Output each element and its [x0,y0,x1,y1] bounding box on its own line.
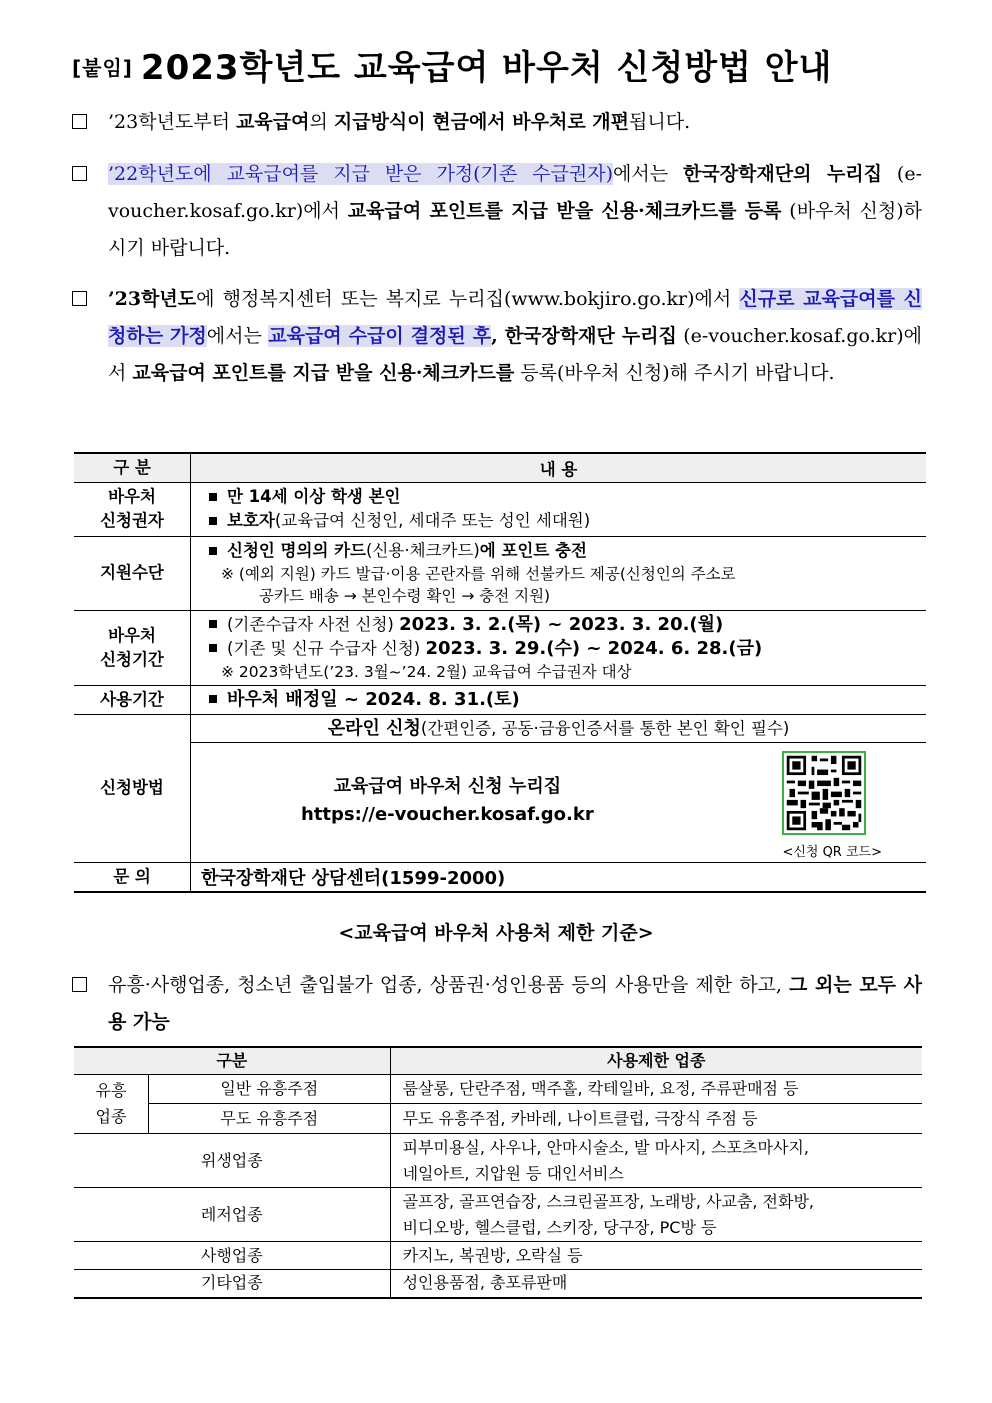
category-label: 기타업종 [74,1270,390,1298]
row-method-label: 신청방법 [74,714,191,862]
row-inquiry-label: 문 의 [74,862,191,892]
highlight-existing-recipients: ’22학년도에 교육급여를 지급 받은 가정(기존 수급권자) [108,163,614,185]
row-applicant-label: 바우처 신청권자 [74,482,191,536]
row-method-content: 온라인 신청(간편인증, 공동·금융인증서를 통한 본인 확인 필수) 교육급여 바우처 신청 누리집 https://e-voucher.kosaf.go.kr <신청 QR 코드> [191,714,927,862]
restriction-table [74,1046,922,1299]
header-content: 내 용 [191,453,927,482]
group-entertainment: 유흥 업종 [74,1075,149,1134]
checkbox-icon [72,291,87,306]
header-category: 구 분 [74,453,191,482]
row-usage-content: 바우처 배정일 ~ 2024. 8. 31.(토) [191,685,927,714]
restricted-list: 피부미용실, 사우나, 안마시술소, 발 마사지, 스포츠마사지, 네일아트, 지압원 등 대인서비스 [390,1134,922,1188]
category-label: 위생업종 [74,1134,390,1188]
row-period-content: (기존수급자 사전 신청) 2023. 3. 2.(목) ~ 2023. 3. 20.(월) (기존 및 신규 수급자 신청) 2023. 3. 29.(수) ~ 2024. 6. 28.(금) ※ 2023학년도(’23. 3월~’24. 2월) 교육급여 수급권자 대상 [191,610,927,685]
checkbox-icon [72,114,87,129]
header-restricted: 사용제한 업종 [390,1047,922,1075]
highlight-new-applicants: 신규로 교육급여를 신청하는 가정 [108,288,922,347]
attachment-tag: [붙임] [72,56,133,80]
header-category: 구분 [74,1047,390,1075]
restricted-list: 카지노, 복권방, 오락실 등 [390,1242,922,1270]
restriction-subtitle: <교육급여 바우처 사용처 제한 기준> [338,922,654,944]
checkbox-icon [72,977,87,992]
page-title: [붙임] 2023학년도 교육급여 바우처 신청방법 안내 [72,48,833,88]
row-period-label: 바우처 신청기간 [74,610,191,685]
restricted-list: 골프장, 골프연습장, 스크린골프장, 노래방, 사교춤, 전화방, 비디오방, 헬스클럽, 스키장, 당구장, PC방 등 [390,1188,922,1242]
category-label: 무도 유흥주점 [149,1104,391,1134]
restricted-list: 무도 유흥주점, 카바레, 나이트클럽, 극장식 주점 등 [390,1104,922,1134]
paragraph-2: ’22학년도에 교육급여를 지급 받은 가정(기존 수급권자)에서는 한국장학재단의 누리집 (e-voucher.kosaf.go.kr)에서 교육급여 포인트를 지급 받을 신용·체크카드를 등록 (바우처 신청)하시기 바랍니다. [72,156,922,267]
category-label: 레저업종 [74,1188,390,1242]
row-applicant-content: 만 14세 이상 학생 본인 보호자(교육급여 신청인, 세대주 또는 성인 세대원) [191,482,927,536]
row-support-content: 신청인 명의의 카드(신용·체크카드)에 포인트 충전 ※ (예외 지원) 카드 발급·이용 곤란자를 위해 선불카드 제공(신청인의 주소로 공카드 배송 → 본인수령 확인 → 충전 지원) [191,536,927,610]
voucher-info-table [74,452,926,893]
row-usage-label: 사용기간 [74,685,191,714]
paragraph-4: 유흥·사행업종, 청소년 출입불가 업종, 상품권·성인용품 등의 사용만을 제한 하고, 그 외는 모두 사용 가능 [72,967,922,1041]
restricted-list: 성인용품점, 총포류판매 [390,1270,922,1298]
restricted-list: 룸살롱, 단란주점, 맥주홀, 칵테일바, 요정, 주류판매점 등 [390,1075,922,1104]
qr-code-icon[interactable] [782,751,866,835]
category-label: 일반 유흥주점 [149,1075,391,1104]
row-support-label: 지원수단 [74,536,191,610]
paragraph-3: ’23학년도에 행정복지센터 또는 복지로 누리집(www.bokjiro.go.kr)에서 신규로 교육급여를 신청하는 가정에서는 교육급여 수급이 결정된 후, 한국장학재단 누리집 (e-voucher.kosaf.go.kr)에서 교육급여 포인트를 지급 받을 신용·체크카드를 등록(바우처 신청)해 주시기 바랍니다. [72,281,922,392]
qr-caption: <신청 QR 코드> [782,844,882,860]
checkbox-icon [72,166,87,181]
paragraph-1: ’23학년도부터 교육급여의 지급방식이 현금에서 바우처로 개편됩니다. [72,104,922,141]
category-label: 사행업종 [74,1242,390,1270]
site-url[interactable]: https://e-voucher.kosaf.go.kr [301,803,594,825]
row-inquiry-content: 한국장학재단 상담센터(1599-2000) [191,862,927,892]
site-name: 교육급여 바우처 신청 누리집 [333,775,562,797]
highlight-after-decision: 교육급여 수급이 결정된 후 [268,325,492,347]
